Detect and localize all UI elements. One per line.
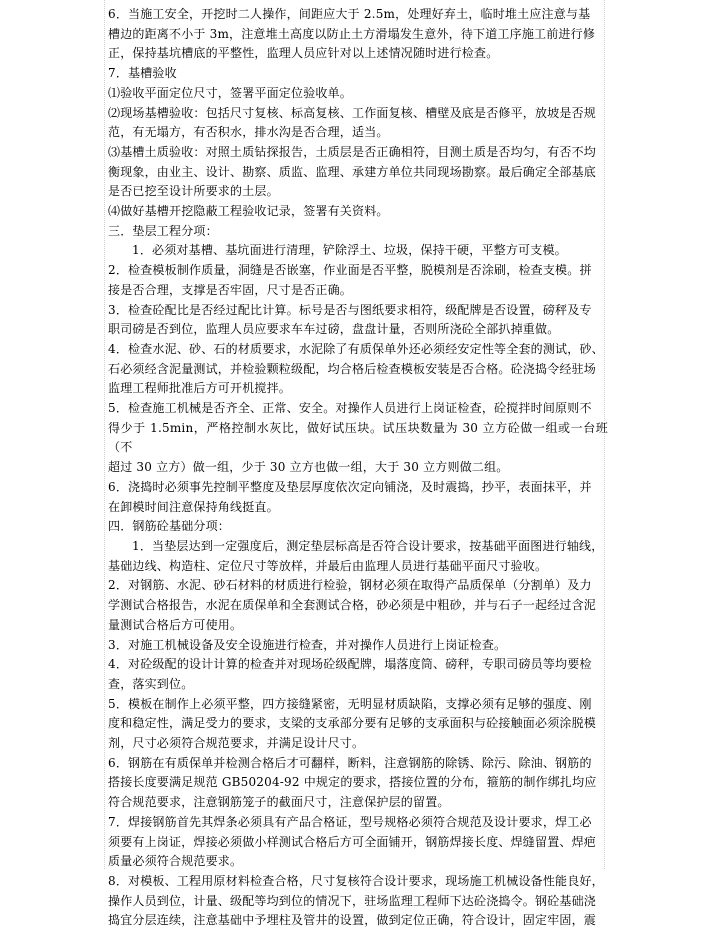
text-line: 学测试合格报告，水泥在质保单和全套测试合格，砂必须是中粗砂，并与石子一起经过含泥	[108, 598, 597, 613]
text-line: 度和稳定性，满足受力的要求，支梁的支承部分要有足够的支承面积与砼接触面必须涂脱模	[108, 716, 597, 731]
text-line: 2．检查模板制作质量，洞缝是否嵌塞，作业面是否平整，脱模剂是否涂刷，检查支模。拼	[108, 263, 592, 278]
text-line: ⑷做好基槽开挖隐蔽工程验收记录，签署有关资料。	[108, 204, 389, 219]
text-line: 须要有上岗证，焊接必须做小样测试合格后方可全面铺开，钢筋焊接长度、焊缝留置、焊疤	[108, 834, 597, 849]
section-heading: 四．钢筋砼基础分项：	[108, 519, 231, 534]
text-line: 3．对施工机械设备及安全设施进行检查，并对操作人员进行上岗证检查。	[108, 637, 507, 652]
text-line: 捣宜分层连续，注意基础中予埋柱及管井的设置，做到定位正确，符合设计，固定牢固，震	[108, 913, 597, 928]
text-line: 操作人员到位，计量、级配等均到位的情况下，驻场监理工程师下达砼浇捣令。钢砼基础浇	[108, 893, 597, 908]
text-line: 8．对模板、工程用原材料检查合格，尺寸复核符合设计要求，现场施工机械设备性能良好，	[108, 873, 604, 888]
document-body	[108, 5, 608, 931]
text-line: 6．当施工安全，开挖时二人操作，间距应大于 2.5m，处理好弃土，临时堆土应注意与基	[108, 7, 591, 21]
text-line: ⑴验收平面定位尺寸，签署平面定位验收单。	[108, 85, 353, 100]
text-line: 是否已挖至设计所要求的土层。	[108, 184, 279, 199]
text-line: 接是否合理，支撑是否牢固，尺寸是否正确。	[108, 282, 353, 297]
text-line: 超过 30 立方）做一组，少于 30 立方也做一组，大于 30 立方则做二组。	[108, 460, 509, 475]
text-line: 1．当垫层达到一定强度后，测定垫层标高是否符合设计要求，按基础平面图进行轴线，	[132, 538, 604, 553]
text-line: 监理工程师批准后方可开机搅拌。	[108, 381, 292, 396]
text-line: 搭接长度要满足规范 GB50204-92 中规定的要求，搭接位置的分布，箍筋的制作绑扎均应	[108, 775, 597, 790]
text-line: 量测试合格后方可使用。	[108, 617, 243, 632]
text-line: 5．检查施工机械是否齐全、正常、安全。对操作人员进行上岗证检查，砼搅拌时间原则不	[108, 401, 592, 416]
text-line: 槽边的距离不小于 3m，注意堆土高度以防止土方滑塌发生意外，待下道工序施工前进行修	[108, 26, 596, 41]
text-line: 符合规范要求，注意钢筋笼子的截面尺寸，注意保护层的留置。	[108, 795, 450, 810]
text-line: ⑵现场基槽验收：包括尺寸复核、标高复核、工作面复核、槽壁及底是否修平，放坡是否规	[108, 105, 597, 120]
text-line: 2．对钢筋、水泥、砂石材料的材质进行检验，钢材必须在取得产品质保单（分割单）及力	[108, 578, 592, 593]
text-line: 基础边线、构造柱、定位尺寸等放样，并最后由监理人员进行基础平面尺寸验收。	[108, 558, 548, 573]
section-heading: 三．垫层工程分项：	[108, 223, 218, 238]
text-line: 职司磅是否到位，监理人员应要求车车过磅，盘盘计量，否则所浇砼全部扒掉重做。	[108, 322, 560, 337]
text-line: 在卸模时间注意保持角线挺直。	[108, 499, 279, 514]
text-line: 3．检查砼配比是否经过配比计算。标号是否与图纸要求相符，级配牌是否设置，磅秤及专	[108, 302, 592, 317]
text-line: 正，保持基坑槽底的平整性，监理人员应针对以上述情况随时进行检查。	[108, 46, 499, 61]
text-line: 查，落实到位。	[108, 676, 194, 691]
text-line: 得少于 1.5min，严格控制水灰比，做好试压块。试压块数量为 30 立方砼做一组或一台班（不	[108, 420, 608, 455]
text-line: 4．对砼级配的设计计算的检查并对现场砼级配牌，塌落度筒、磅秤，专职司磅员等均要检	[108, 657, 592, 672]
text-line: 石必须经含泥量测试，并检验颗粒级配，均合格后检查模板安装是否合格。砼浇捣令经驻场	[108, 361, 597, 376]
text-line: 6．浇捣时必须事先控制平整度及垫层厚度依次定向铺浇，及时震捣，抄平，表面抹平，并	[108, 479, 592, 494]
text-line: 范，有无塌方，有否积水，排水沟是否合理，适当。	[108, 125, 389, 140]
text-line: 5．模板在制作上必须平整，四方接缝紧密，无明显材质缺陷，支撑必须有足够的强度、刚	[108, 696, 592, 711]
text-line: 衡现象，由业主、设计、勘察、质监、监理、承建方单位共同现场勘察。最后确定全部基底	[108, 164, 597, 179]
left-margin-guide	[104, 0, 106, 869]
text-line: 6．钢筋在有质保单并检测合格后才可翻样，断料，注意钢筋的除锈、除污、除油、钢筋的	[108, 755, 592, 770]
text-line: 4．检查水泥、砂、石的材质要求，水泥除了有质保单外还必须经安定性等全套的测试，砂、	[108, 341, 604, 356]
section-heading: 7．基槽验收	[108, 66, 177, 81]
text-line: 7．焊接钢筋首先其焊条必须具有产品合格证，型号规格必须符合规范及设计要求，焊工必	[108, 814, 592, 829]
text-line: 1．必须对基槽、基坑面进行清理，铲除浮土、垃圾，保持干硬，平整方可支模。	[132, 243, 567, 258]
text-line: 质量必须符合规范要求。	[108, 854, 243, 869]
text-line: 剂，尺寸必须符合规范要求，并满足设计尺寸。	[108, 736, 365, 751]
text-line: ⑶基槽土质验收：对照土质钻探报告，土质层是否正确相符，目测土质是否均匀，有否不均	[108, 144, 597, 159]
